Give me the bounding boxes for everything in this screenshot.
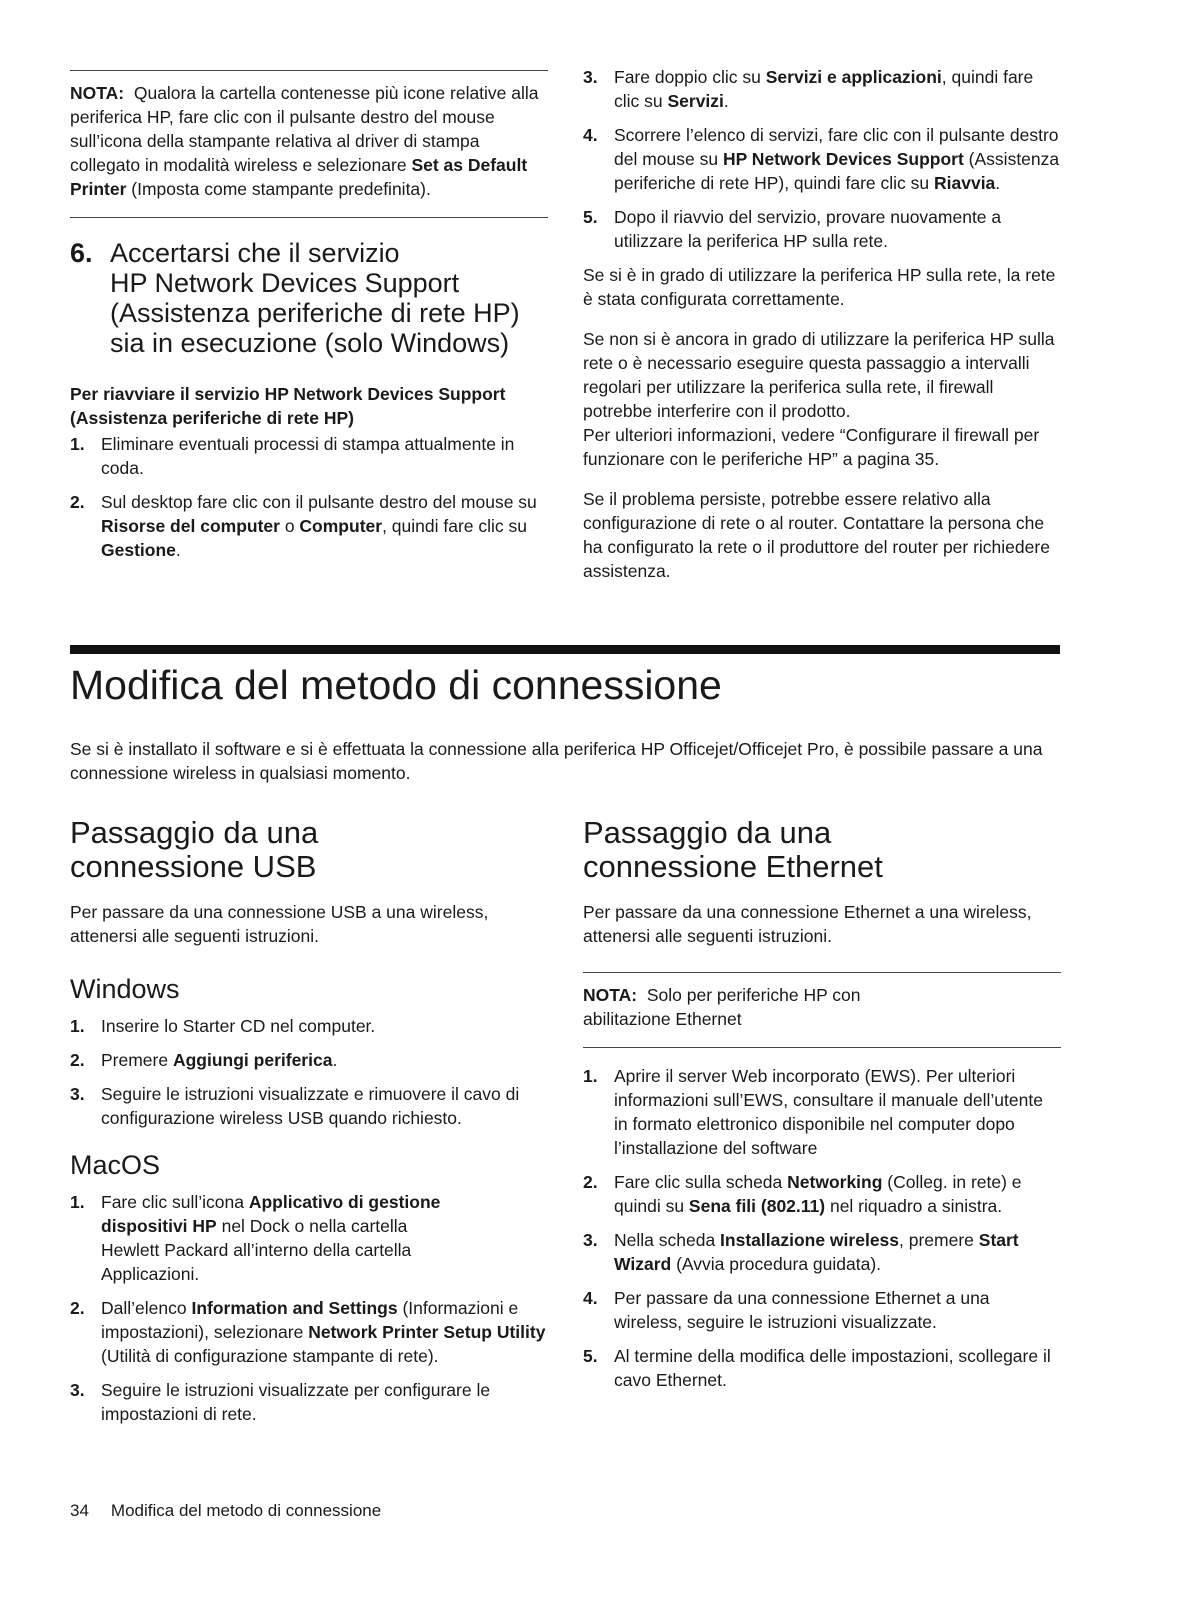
step-bold-text: Sena fili (802.11): [688, 1196, 826, 1216]
usb-heading: [70, 816, 548, 884]
step-bold-text: HP Network Devices Support: [722, 149, 964, 169]
macos-heading: MacOS: [70, 1150, 161, 1180]
step-bold-text: Risorse del computer: [101, 516, 280, 536]
section-intro: Se si è installato il software e si è effettuata la connessione alla periferica HP Officejet/Officejet Pro, è possibile passare a una connessione wireless in qualsiasi momento.: [70, 739, 1043, 783]
step-number: 1.: [70, 1016, 85, 1036]
step-text: Seguire le istruzioni visualizzate per configurare le impostazioni di rete.: [101, 1380, 491, 1424]
list-item: [70, 1296, 548, 1368]
step-text: (Utilità di configurazione stampante di rete).: [101, 1346, 439, 1366]
step-6-line-4: sia in esecuzione (solo Windows): [110, 328, 510, 358]
step-text: .: [332, 1050, 338, 1070]
success-paragraph: Se si è in grado di utilizzare la periferica HP sulla rete, la rete è stata configurata correttamente.: [583, 265, 1056, 309]
step-text: , quindi fare clic su: [382, 516, 527, 536]
step-bold-text: Networking: [787, 1172, 883, 1192]
ethernet-steps-list: [583, 1064, 1061, 1392]
list-item: [70, 1048, 548, 1072]
step-number: 3.: [583, 1230, 598, 1250]
step-text: Dopo il riavvio del servizio, provare nuovamente a utilizzare la periferica HP sulla rete.: [614, 207, 1002, 251]
step-text: nel Dock o nella cartella Hewlett Packard all’interno della cartella Applicazioni.: [101, 1216, 412, 1284]
step-number: 1.: [583, 1066, 598, 1086]
step-number: 4.: [583, 125, 598, 145]
top-right-column: [583, 65, 1061, 593]
note-box: [70, 81, 548, 201]
list-item: [70, 1378, 548, 1426]
step-bold-text: Computer: [299, 516, 383, 536]
step-text: (Avvia procedura guidata).: [671, 1254, 882, 1274]
step-number: 2.: [70, 1050, 85, 1070]
step-text: Per passare da una connessione Ethernet a una wireless, seguire le istruzioni visualizzate.: [614, 1288, 990, 1332]
step-bold-text: Information and Settings: [191, 1298, 398, 1318]
step-bold-text: Applicativo di gestione dispositivi HP: [101, 1192, 441, 1236]
step-number: 5.: [583, 207, 598, 227]
note-text-2: (Imposta come stampante predefinita).: [126, 179, 431, 199]
step-text: Aprire il server Web incorporato (EWS). Per ulteriori informazioni sull’EWS, consultare il manuale dell’utente in formato elettronico disponibile nel computer dopo l’installazione del software: [614, 1066, 1043, 1158]
step-bold-text: Servizi e applicazioni: [765, 67, 942, 87]
step-text: , premere: [899, 1230, 979, 1250]
step-6-heading: [70, 238, 550, 358]
step-number: 2.: [70, 492, 85, 512]
step-text: Fare doppio clic su: [614, 67, 766, 87]
page-footer: [70, 1500, 381, 1522]
step-text: Fare clic sulla scheda: [614, 1172, 788, 1192]
step-text: (Informazioni e impostazioni), selezionare: [101, 1298, 519, 1342]
step-text: Sul desktop fare clic con il pulsante destro del mouse su: [101, 492, 537, 512]
ethernet-column: [583, 816, 1061, 1402]
firewall-text: Se non si è ancora in grado di utilizzare la periferica HP sulla rete o è necessario eseguire questa passaggio a intervalli regolari per utilizzare la periferica sulla rete, il firewall potrebbe interferire con il prodotto.: [583, 329, 1055, 421]
step-text: (Colleg. in rete) e quindi su: [614, 1172, 1022, 1216]
step-number: 3.: [70, 1084, 85, 1104]
note-bottom-rule: [70, 217, 548, 218]
step-number: 3.: [70, 1380, 85, 1400]
usb-column: [70, 816, 548, 1436]
list-item: [70, 1014, 548, 1038]
ethernet-note-text: Solo per periferiche HP con abilitazione Ethernet: [583, 985, 861, 1029]
usb-heading-line-2: connessione USB: [70, 849, 317, 884]
firewall-reference: Per ulteriori informazioni, vedere “Configurare il firewall per funzionare con le periferiche HP” a pagina 35.: [583, 425, 1040, 469]
list-item: [583, 1064, 1061, 1160]
footer-chapter-title: Modifica del metodo di connessione: [110, 1501, 382, 1520]
service-steps-list: [583, 65, 1061, 253]
firewall-paragraph: [583, 327, 1061, 471]
section-title: Modifica del metodo di connessione: [70, 662, 722, 708]
step-number: 2.: [583, 1172, 598, 1192]
step-number: 2.: [70, 1298, 85, 1318]
section-divider-bar: [70, 645, 1060, 654]
restart-steps-list: [70, 432, 548, 562]
step-bold-text: Aggiungi periferica: [172, 1050, 333, 1070]
step-bold-text: Gestione: [101, 540, 176, 560]
top-left-column: [70, 70, 548, 218]
ethernet-heading-line-1: Passaggio da una: [583, 815, 832, 850]
page-number: 34: [70, 1501, 89, 1520]
note-bold-set-default: Set as Default Printer: [70, 155, 528, 199]
list-item: [583, 1344, 1061, 1392]
step-text: Premere: [101, 1050, 173, 1070]
list-item: [583, 1228, 1061, 1276]
step-text: (Assistenza periferiche di rete HP), quindi fare clic su: [614, 149, 1060, 193]
list-item: [583, 65, 1061, 113]
usb-intro: Per passare da una connessione USB a una wireless, attenersi alle seguenti istruzioni.: [70, 902, 489, 946]
step-text: , quindi fare clic su: [614, 67, 1034, 111]
ethernet-note-top-rule: [583, 972, 1061, 973]
step-number: 4.: [583, 1288, 598, 1308]
step-text: Dall’elenco: [101, 1298, 192, 1318]
step-text: Al termine della modifica delle impostazioni, scollegare il cavo Ethernet.: [614, 1346, 1051, 1390]
ethernet-intro: Per passare da una connessione Ethernet a una wireless, attenersi alle seguenti istruzioni.: [583, 902, 1032, 946]
list-item: [70, 1190, 548, 1286]
note-top-rule: [70, 70, 548, 71]
step-bold-text: Riavvia: [934, 173, 996, 193]
list-item: [583, 1286, 1061, 1334]
usb-heading-line-1: Passaggio da una: [70, 815, 319, 850]
list-item: [70, 1082, 548, 1130]
list-item: [583, 123, 1061, 195]
step-6-line-1: Accertarsi che il servizio: [110, 238, 400, 268]
ethernet-heading: [583, 816, 1061, 884]
windows-steps-list: [70, 1014, 548, 1130]
step-text: Seguire le istruzioni visualizzate e rimuovere il cavo di configurazione wireless USB quando richiesto.: [101, 1084, 520, 1128]
step-text: Scorrere l’elenco di servizi, fare clic con il pulsante destro del mouse su: [614, 125, 1059, 169]
step-text: o: [279, 516, 300, 536]
ethernet-heading-line-2: connessione Ethernet: [583, 849, 883, 884]
step-bold-text: Servizi: [667, 91, 724, 111]
step-bold-text: Network Printer Setup Utility: [308, 1322, 546, 1342]
step-text: .: [995, 173, 1001, 193]
list-item: [583, 205, 1061, 253]
step-text: Nella scheda: [614, 1230, 721, 1250]
step-bold-text: Installazione wireless: [720, 1230, 900, 1250]
step-text: .: [723, 91, 729, 111]
support-paragraph: Se il problema persiste, potrebbe essere relativo alla configurazione di rete o al router. Contattare la persona che ha configurato la rete o il produttore del router per richiedere assistenza.: [583, 489, 1050, 581]
step-6-line-3: (Assistenza periferiche di rete HP): [110, 298, 520, 328]
step-6-line-2: HP Network Devices Support: [110, 268, 460, 298]
note-text-1: Qualora la cartella contenesse più icone relative alla periferica HP, fare clic con il pulsante destro del mouse sull’icona della stampante relativa al driver di stampa collegato in modalità wireless e selezionare: [70, 83, 539, 175]
list-item: [70, 432, 548, 480]
note-label: NOTA:: [70, 83, 125, 103]
list-item: [70, 490, 548, 562]
ethernet-note: [583, 983, 913, 1031]
step-text: nel riquadro a sinistra.: [825, 1196, 1003, 1216]
restart-heading: Per riavviare il servizio HP Network Devices Support (Assistenza periferiche di rete HP): [70, 384, 506, 428]
restart-procedure: [70, 382, 548, 572]
step-number: 1.: [70, 434, 85, 454]
step-6-number: 6.: [70, 238, 93, 268]
step-bold-text: Start Wizard: [614, 1230, 1019, 1274]
windows-heading: Windows: [70, 974, 180, 1004]
step-number: 5.: [583, 1346, 598, 1366]
step-text: Fare clic sull’icona: [101, 1192, 249, 1212]
step-text: Inserire lo Starter CD nel computer.: [101, 1016, 376, 1036]
step-text: Eliminare eventuali processi di stampa attualmente in coda.: [101, 434, 515, 478]
ethernet-note-label: NOTA:: [583, 985, 638, 1005]
step-number: 3.: [583, 67, 598, 87]
step-number: 1.: [70, 1192, 85, 1212]
ethernet-note-bottom-rule: [583, 1047, 1061, 1048]
list-item: [583, 1170, 1061, 1218]
step-text: .: [175, 540, 181, 560]
macos-steps-list: [70, 1190, 548, 1426]
